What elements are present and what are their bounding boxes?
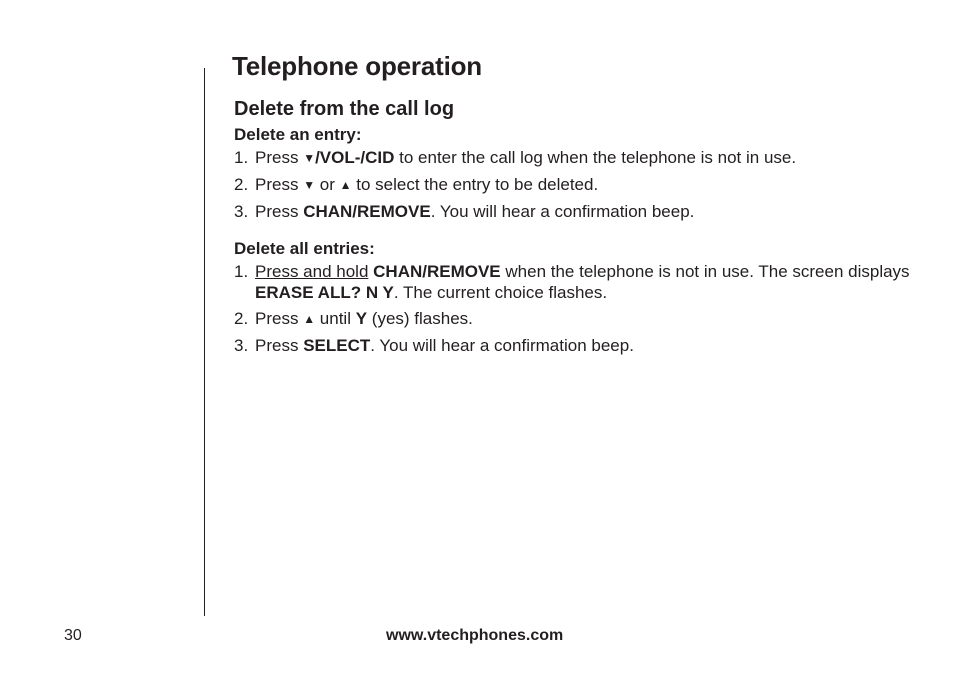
- step-number: 3.: [234, 202, 249, 221]
- step-text: . You will hear a confirmation beep.: [430, 202, 695, 221]
- page-content: [232, 50, 922, 361]
- step-number: 2.: [234, 175, 249, 194]
- key-label: Y: [355, 309, 368, 328]
- key-label: SELECT: [303, 336, 371, 355]
- down-arrow-icon: ▼: [303, 151, 316, 165]
- step-text: Press: [255, 175, 304, 194]
- step-text: or: [315, 175, 340, 194]
- step-text: when the telephone is not in use. The screen displays: [500, 262, 910, 281]
- step-text: Press: [255, 336, 304, 355]
- key-label: /VOL-/CID: [315, 148, 395, 167]
- delete-all-steps: [234, 261, 922, 356]
- list-item: [234, 308, 922, 330]
- delete-all-heading: Delete all entries:: [234, 239, 375, 258]
- list-item: [234, 201, 922, 222]
- key-label: CHAN/REMOVE: [303, 202, 431, 221]
- step-text: until: [315, 309, 356, 328]
- delete-entry-heading: Delete an entry:: [234, 125, 362, 144]
- step-text: Press: [255, 202, 304, 221]
- section-title: Delete from the call log: [234, 98, 455, 120]
- page-number: 30: [64, 627, 82, 644]
- step-text: to enter the call log when the telephone is not in use.: [394, 148, 797, 167]
- step-text: (yes) flashes.: [367, 309, 473, 328]
- key-label: CHAN/REMOVE: [373, 262, 501, 281]
- step-text: . You will hear a confirmation beep.: [370, 336, 634, 355]
- step-text: Press: [255, 309, 304, 328]
- delete-entry-steps: [234, 147, 922, 222]
- step-number: 2.: [234, 309, 249, 328]
- step-number: 1.: [234, 148, 249, 167]
- list-item: [234, 174, 922, 196]
- down-arrow-icon: ▼: [303, 178, 316, 192]
- list-item: [234, 335, 922, 356]
- up-arrow-icon: ▲: [339, 178, 352, 192]
- up-arrow-icon: ▲: [303, 312, 316, 326]
- vertical-margin-rule: [204, 68, 205, 616]
- emphasis-text: Press and hold: [255, 262, 369, 281]
- page-title: Telephone operation: [232, 51, 482, 81]
- step-number: 3.: [234, 336, 249, 355]
- list-item: [234, 147, 922, 169]
- step-text: Press: [255, 148, 304, 167]
- step-text: to select the entry to be deleted.: [351, 175, 599, 194]
- screen-text: ERASE ALL? N Y: [255, 283, 394, 302]
- step-text: . The current choice flashes.: [393, 283, 608, 302]
- step-number: 1.: [234, 262, 249, 281]
- website-url: www.vtechphones.com: [386, 627, 564, 644]
- list-item: [234, 261, 922, 303]
